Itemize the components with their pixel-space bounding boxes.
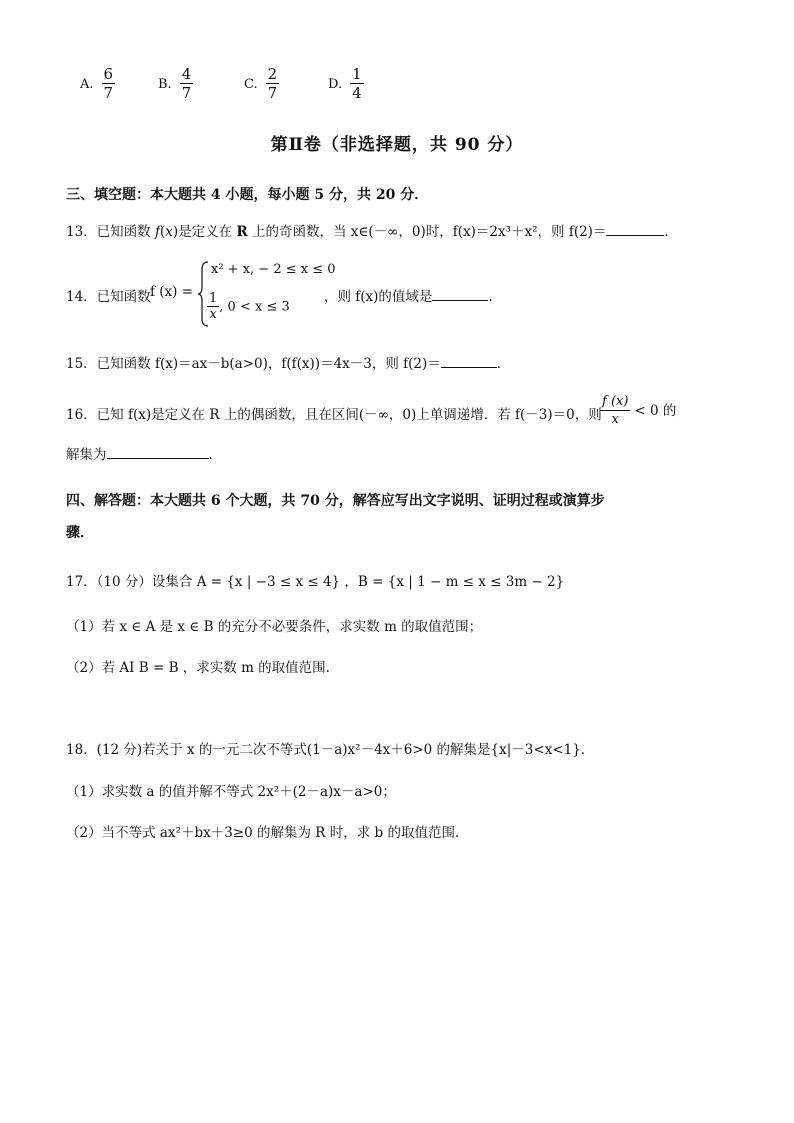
option-b <box>158 66 193 102</box>
answer-blank[interactable] <box>432 288 488 301</box>
piecewise-case-2: $\frac{1}{x}$ , 0 < x ≤ 3 <box>209 291 290 322</box>
section-heading-solutions-cont: 骤． <box>66 525 94 541</box>
fraction: $\frac{4}{7}$ <box>181 65 192 102</box>
question-16: 16．已知 f(x)是定义在 R 上的偶函数，且在区间(－∞，0)上单调递增．若 f(－3)＝0，则 <box>66 407 602 423</box>
question-16-line2: 解集为 ． <box>66 447 222 463</box>
section-heading-fill-in: 三、填空题：本大题共 4 小题，每小题 5 分，共 20 分． <box>66 187 429 203</box>
fraction: $\frac{2}{7}$ <box>267 65 278 102</box>
part-title: 第Ⅱ卷（非选择题，共 90 分） <box>270 135 524 155</box>
option-a <box>80 66 115 102</box>
fraction-f-over-x: $\frac{f (x)}{x}$ < 0 的 <box>602 394 677 427</box>
answer-blank[interactable] <box>107 446 209 459</box>
question-17-stem: 17．（10 分）设集合 A = {x | −3 ≤ x ≤ 4} ，B = {x | 1 − m ≤ x ≤ 3m − 2} <box>66 574 565 590</box>
option-letter: C. <box>244 76 258 92</box>
question-18-part-1: （1）求实数 a 的值并解不等式 2x²＋(2－a)x－a>0； <box>66 784 396 800</box>
section-heading-solutions: 四、解答题：本大题共 6 个大题，共 70 分，解答应写出文字说明、证明过程或演算步 <box>66 493 605 509</box>
question-15: 15．已知函数 f(x)＝ax－b(a>0)，f(f(x))＝4x－3，则 f(2)＝ ． <box>66 356 511 372</box>
question-17-part-1: （1）若 x ∈ A 是 x ∈ B 的充分不必要条件，求实数 m 的取值范围； <box>66 619 483 635</box>
question-17-part-2: （2）若 AI B = B ，求实数 m 的取值范围. <box>66 660 330 676</box>
option-letter: A. <box>80 76 94 92</box>
question-13: 13．已知函数 f(x)是定义在 R 上的奇函数，当 x∈(－∞，0)时，f(x)＝2x³＋x²，则 f(2)＝ ． <box>66 224 678 240</box>
question-18-part-2: （2）当不等式 ax²＋bx＋3≥0 的解集为 R 时，求 b 的取值范围． <box>66 825 469 841</box>
answer-blank[interactable] <box>606 223 664 236</box>
fraction: $\frac{1}{x}$ <box>209 291 218 322</box>
option-letter: B. <box>158 76 172 92</box>
fraction: $\frac{6}{7}$ <box>103 65 114 102</box>
fraction: $\frac{f (x)}{x}$ <box>602 394 629 427</box>
question-14-prefix: 14．已知函数 <box>66 289 151 305</box>
answer-blank[interactable] <box>441 355 497 368</box>
option-c <box>244 66 279 102</box>
option-letter: D. <box>328 76 343 92</box>
question-18-stem: 18．(12 分)若关于 x 的一元二次不等式(1－a)x²－4x＋6>0 的解集是{x|－3<x<1}． <box>66 742 595 758</box>
question-14-suffix: ，则 f(x)的值域是 ． <box>324 289 502 305</box>
option-d <box>328 66 364 102</box>
fraction: $\frac{1}{4}$ <box>352 65 362 102</box>
piecewise-case-1: x² + x, − 2 ≤ x ≤ 0 <box>211 262 336 277</box>
function-label: f (x) = <box>150 284 194 300</box>
